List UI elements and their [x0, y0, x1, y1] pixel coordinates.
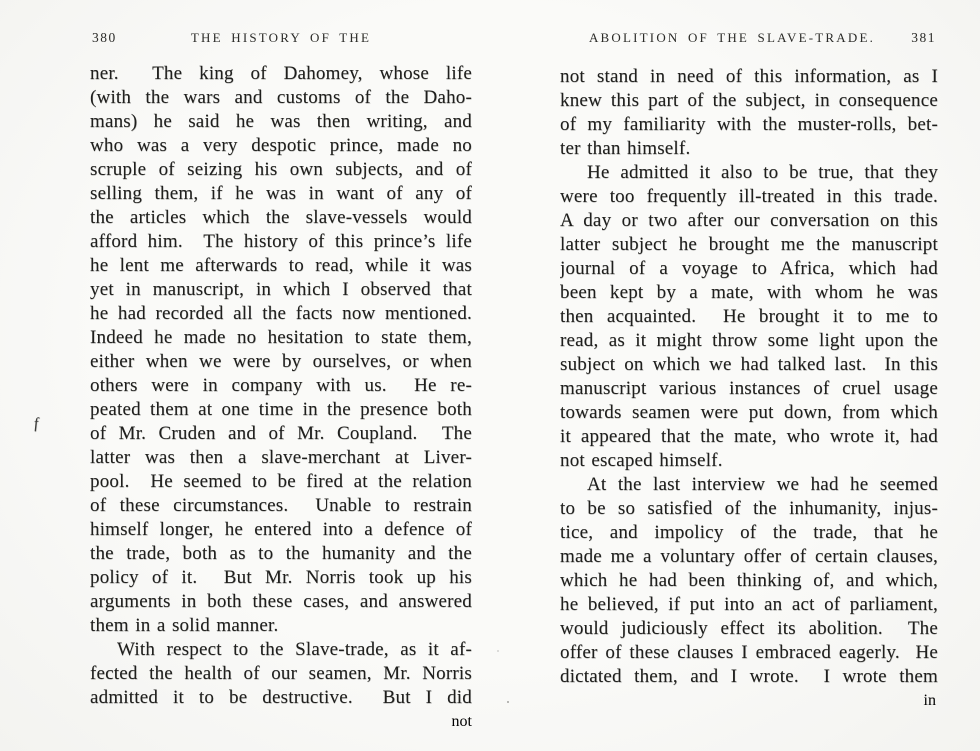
text-line: yet in manuscript, in which I observed that: [90, 279, 472, 300]
right-page-header: [560, 30, 938, 50]
text-line: were too frequently ill-treated in this trade.: [560, 186, 938, 207]
text-line: latter subject he brought me the manuscript: [560, 234, 938, 255]
scan-speck: [497, 650, 499, 652]
text-line: offer of these clauses I embraced eagerly. He: [560, 642, 938, 663]
text-line: peated them at one time in the presence both: [90, 399, 472, 420]
margin-ink-mark: f: [33, 415, 39, 433]
text-line: of these circumstances. Unable to restrain: [90, 495, 472, 516]
text-line: fected the health of our seamen, Mr. Norris: [90, 663, 472, 684]
running-header: ABOLITION OF THE SLAVE-TRADE.: [588, 30, 876, 45]
text-line: towards seamen were put down, from which: [560, 402, 938, 423]
text-line: not stand in need of this information, as I: [560, 66, 938, 87]
text-line: policy of it. But Mr. Norris took up his: [90, 567, 472, 588]
page-number: 381: [911, 30, 936, 45]
text-line: the trade, both as to the humanity and the: [90, 543, 472, 564]
text-line: selling them, if he was in want of any of: [90, 183, 472, 204]
text-line: admitted it to be destructive. But I did: [90, 687, 472, 708]
text-line: With respect to the Slave-trade, as it af-: [117, 639, 472, 660]
left-page-header: [90, 30, 472, 50]
page-number: 380: [92, 30, 117, 45]
text-line: knew this part of the subject, in consequence: [560, 90, 938, 111]
text-line: which he had been thinking of, and which,: [560, 570, 938, 591]
text-line: he had recorded all the facts now mentioned.: [90, 303, 472, 324]
right-page: [560, 30, 938, 713]
text-line: tice, and impolicy of the trade, that he: [560, 522, 938, 543]
text-line: journal of a voyage to Africa, which had: [560, 258, 938, 279]
text-line: who was a very despotic prince, made no: [90, 135, 472, 156]
text-line: scruple of seizing his own subjects, and of: [90, 159, 472, 180]
text-line: ner. The king of Dahomey, whose life: [90, 63, 472, 84]
text-line: A day or two after our conversation on this: [560, 210, 938, 231]
text-line: to be so satisfied of the inhumanity, injus-: [560, 498, 938, 519]
text-line: made me a voluntary offer of certain clauses,: [560, 546, 938, 567]
text-line: them in a solid manner.: [90, 615, 279, 636]
text-line: Indeed he made no hesitation to state them,: [90, 327, 472, 348]
text-line: (with the wars and customs of the Daho-: [90, 87, 472, 108]
text-line: been kept by a mate, with whom he was: [560, 282, 938, 303]
text-line: not escaped himself.: [560, 450, 723, 471]
text-line: the articles which the slave-vessels would: [90, 207, 472, 228]
text-line: would judiciously effect its abolition. The: [560, 618, 938, 639]
text-line: He admitted it also to be true, that they: [587, 162, 938, 183]
running-header: THE HISTORY OF THE: [190, 30, 372, 45]
text-line: mans) he said he was then writing, and: [90, 111, 472, 132]
right-page-body: [560, 65, 938, 689]
text-line: of Mr. Cruden and of Mr. Coupland. The: [90, 423, 472, 444]
text-line: arguments in both these cases, and answered: [90, 591, 472, 612]
text-line: dictated them, and I wrote. I wrote them: [560, 666, 938, 687]
text-line: he lent me afterwards to read, while it was: [90, 255, 472, 276]
text-line: others were in company with us. He re-: [90, 375, 472, 396]
catchword: in: [923, 692, 936, 709]
text-line: of my familiarity with the muster-rolls, bet-: [560, 114, 938, 135]
text-line: then acquainted. He brought it to me to: [560, 306, 938, 327]
text-line: subject on which we had talked last. In this: [560, 354, 938, 375]
text-line: he believed, if put into an act of parliament,: [560, 594, 938, 615]
text-line: ter than himself.: [560, 138, 691, 159]
catchword: not: [451, 713, 472, 730]
text-line: either when we were by ourselves, or when: [90, 351, 472, 372]
text-line: afford him. The history of this prince’s life: [90, 231, 472, 252]
text-line: manuscript various instances of cruel usage: [560, 378, 938, 399]
text-line: At the last interview we had he seemed: [587, 474, 938, 495]
scan-speck: [507, 701, 509, 703]
text-line: read, as it might throw some light upon the: [560, 330, 938, 351]
left-page: [90, 30, 472, 734]
text-line: himself longer, he entered into a defence of: [90, 519, 472, 540]
text-line: latter was then a slave-merchant at Liver-: [90, 447, 472, 468]
text-line: pool. He seemed to be fired at the relation: [90, 471, 472, 492]
left-page-body: [90, 62, 472, 710]
text-line: it appeared that the mate, who wrote it, had: [560, 426, 938, 447]
